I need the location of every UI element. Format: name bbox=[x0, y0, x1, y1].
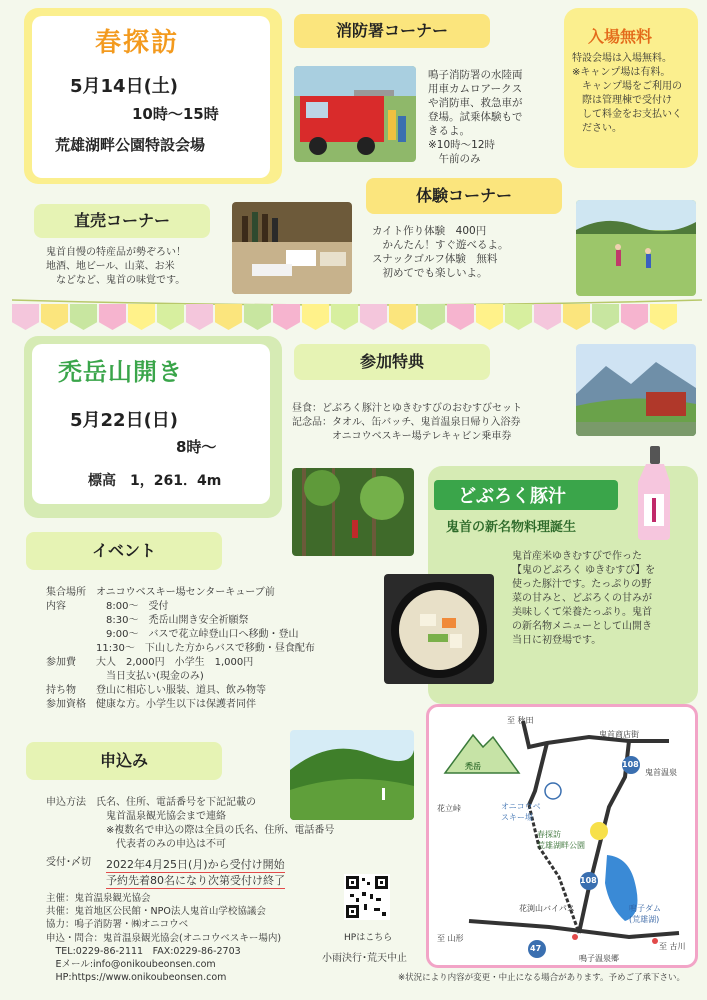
map-label-route108-bottom: 108 bbox=[580, 876, 597, 885]
map-label-ski: オニコウベ スキー場 bbox=[501, 802, 541, 822]
direct-sales-photo bbox=[232, 202, 352, 294]
benefits-heading: 参加特典 bbox=[294, 344, 490, 380]
spring-event-title: 春探訪 bbox=[95, 28, 180, 58]
bunting-flag bbox=[215, 304, 242, 330]
bunting-flag bbox=[128, 304, 155, 330]
mountain-photo bbox=[576, 344, 696, 436]
spring-event-venue: 荒雄湖畔公園特設会場 bbox=[55, 136, 206, 154]
bunting-flag bbox=[563, 304, 590, 330]
bunting-flag bbox=[157, 304, 184, 330]
bunting-flag bbox=[650, 304, 677, 330]
fire-corner-heading: 消防署コーナー bbox=[294, 14, 490, 48]
map-label-hagetake: 禿岳 bbox=[465, 762, 481, 771]
bunting-flag bbox=[360, 304, 387, 330]
application-heading: 申込み bbox=[26, 742, 222, 780]
spring-event-date: 5月14日(土) bbox=[70, 76, 179, 97]
bunting-flag bbox=[505, 304, 532, 330]
map-label-store: 鬼首商店街 bbox=[599, 730, 639, 739]
qr-label: HPはこちら bbox=[344, 933, 393, 943]
spring-event-time: 10時～15時 bbox=[132, 105, 219, 123]
bunting-flags bbox=[12, 304, 677, 330]
reception-label: 受付･〆切 bbox=[46, 857, 91, 868]
bunting-flag bbox=[302, 304, 329, 330]
map-label-bypass: 花渕山バイパス bbox=[519, 904, 575, 913]
organizers-text: 主催：鬼首温泉観光協会 共催：鬼首地区公民館・NPO法人鬼首山学校協議会 協力：鳴子消防署・㈱オニコウベ 申込・問合：鬼首温泉観光協会(オニコウベスキー場内) TEL:0229-86-2111 FAX:0229-86-2703 Eメール:info@onikoubeonsen.com HP:https://www.onikoubeonsen.com bbox=[46, 893, 282, 984]
experience-photo bbox=[576, 200, 696, 296]
map-label-route47: 47 bbox=[530, 944, 542, 953]
direct-sales-heading: 直売コーナー bbox=[34, 204, 210, 238]
map-label-hanadate: 花立峠 bbox=[437, 804, 461, 813]
bunting-flag bbox=[621, 304, 648, 330]
event-info-heading: イベント bbox=[26, 532, 222, 570]
bunting-flag bbox=[476, 304, 503, 330]
sake-bottle-illustration bbox=[622, 446, 686, 542]
bunting-flag bbox=[389, 304, 416, 330]
bunting-flag bbox=[592, 304, 619, 330]
reception-line-1: 2022年4月25日(月)から受付け開始 bbox=[106, 858, 285, 871]
forest-photo bbox=[292, 468, 414, 556]
mountain-event-time: 8時～ bbox=[176, 438, 217, 456]
map-label-dam: 鳴子ダム (荒雄湖) bbox=[629, 904, 661, 924]
map-label-akita: 至 秋田 bbox=[507, 716, 534, 725]
qr-code bbox=[344, 874, 390, 920]
doburoku-text: 鬼首産米ゆきむすびで作った 【鬼のどぶろく ゆきむすび】を 使った豚汁です。たっぷりの野 菜の甘みと、どぶろくの甘みが 美味しくて栄養たっぷり。鬼首 の新名物メニューとして山開き 当日に初登場です。 bbox=[512, 551, 656, 646]
doburoku-subtitle: 鬼首の新名物料理誕生 bbox=[446, 520, 577, 535]
pork-soup-photo bbox=[384, 574, 494, 684]
mountain-event-date: 5月22日(日) bbox=[70, 410, 179, 431]
bunting-flag bbox=[41, 304, 68, 330]
benefits-text: 昼食：どぶろく豚汁とゆきむすびのおむすびセット 記念品：タオル、缶バッチ、鬼首温泉日帰り入浴券 オニコウベスキー場テレキャビン乗車券 bbox=[292, 403, 522, 442]
map-label-yamagata: 至 山形 bbox=[437, 934, 464, 943]
rain-note: 小雨決行･荒天中止 bbox=[322, 953, 407, 964]
reception-line-2: 予約先着80名になり次第受付け終了 bbox=[106, 874, 285, 887]
access-map bbox=[426, 704, 698, 968]
map-label-onsen: 鬼首温泉 bbox=[645, 768, 677, 777]
application-text: 申込方法 氏名、住所、電話番号を下記記載の 鬼首温泉観光協会まで連絡 ※複数名で申込の際は全員の氏名、住所、電話番号 代表者のみの申込は不可 bbox=[46, 797, 335, 850]
bunting-flag bbox=[244, 304, 271, 330]
free-entry-heading: 入場無料 bbox=[588, 27, 653, 46]
bunting-flag bbox=[534, 304, 561, 330]
event-info-text: 集合場所 オニコウベスキー場センターキューブ前 内容 8:00～ 受付 8:30～ 禿岳山開き安全祈願祭 9:00～ バスで花立峠登山口へ移動・登山 11:30～ 下山した方からバスで移動・昼食配布 参加費 大人 2,000円 小学生 1,000円 当日支払い(現金のみ) 持ち物 登山に相応しい服装、道具、飲み物等 参加資格 健康な方。小学生以下は保護者同伴 bbox=[46, 587, 315, 710]
bunting-flag bbox=[447, 304, 474, 330]
direct-sales-text: 鬼首自慢の特産品が勢ぞろい！ 地酒、地ビール、山菜、お米 などなど、鬼首の味覚です。 bbox=[46, 247, 186, 286]
doburoku-title: どぶろく豚汁 bbox=[458, 486, 566, 507]
footnote: ※状況により内容が変更・中止になる場合があります。予めご了承下さい。 bbox=[398, 973, 685, 983]
bunting-flag bbox=[70, 304, 97, 330]
bunting-flag bbox=[186, 304, 213, 330]
map-label-route108-top: 108 bbox=[622, 760, 639, 769]
map-label-venue: 春探訪 荒雄湖畔公園 bbox=[537, 830, 585, 850]
experience-heading: 体験コーナー bbox=[366, 178, 562, 214]
bunting-flag bbox=[273, 304, 300, 330]
fire-truck-photo bbox=[294, 66, 416, 162]
bunting-flag bbox=[12, 304, 39, 330]
fire-corner-text: 鳴子消防署の水陸両 用車カムロアークス や消防車、救急車が 登場。試乗体験もで きるよ。 ※10時～12時 午前のみ bbox=[428, 69, 523, 165]
bunting-flag bbox=[418, 304, 445, 330]
mountain-event-title: 禿岳山開き bbox=[58, 358, 183, 386]
bunting-flag bbox=[331, 304, 358, 330]
experience-text: カイト作り体験 400円 かんたん！すぐ遊べるよ。 スナックゴルフ体験 無料 初めてでも楽しいよ。 bbox=[372, 225, 509, 279]
mountain-event-altitude: 標高 1，261．4m bbox=[88, 473, 222, 489]
bunting-flag bbox=[99, 304, 126, 330]
free-entry-text: 特設会場は入場無料。 ※キャンプ場は有料。 キャンプ場をご利用の 際は管理棟で受付け して料金をお支払いく ださい。 bbox=[572, 53, 682, 134]
map-label-furukawa: 至 古川 bbox=[659, 942, 686, 951]
map-label-naruko: 鳴子温泉郷 bbox=[579, 954, 619, 963]
